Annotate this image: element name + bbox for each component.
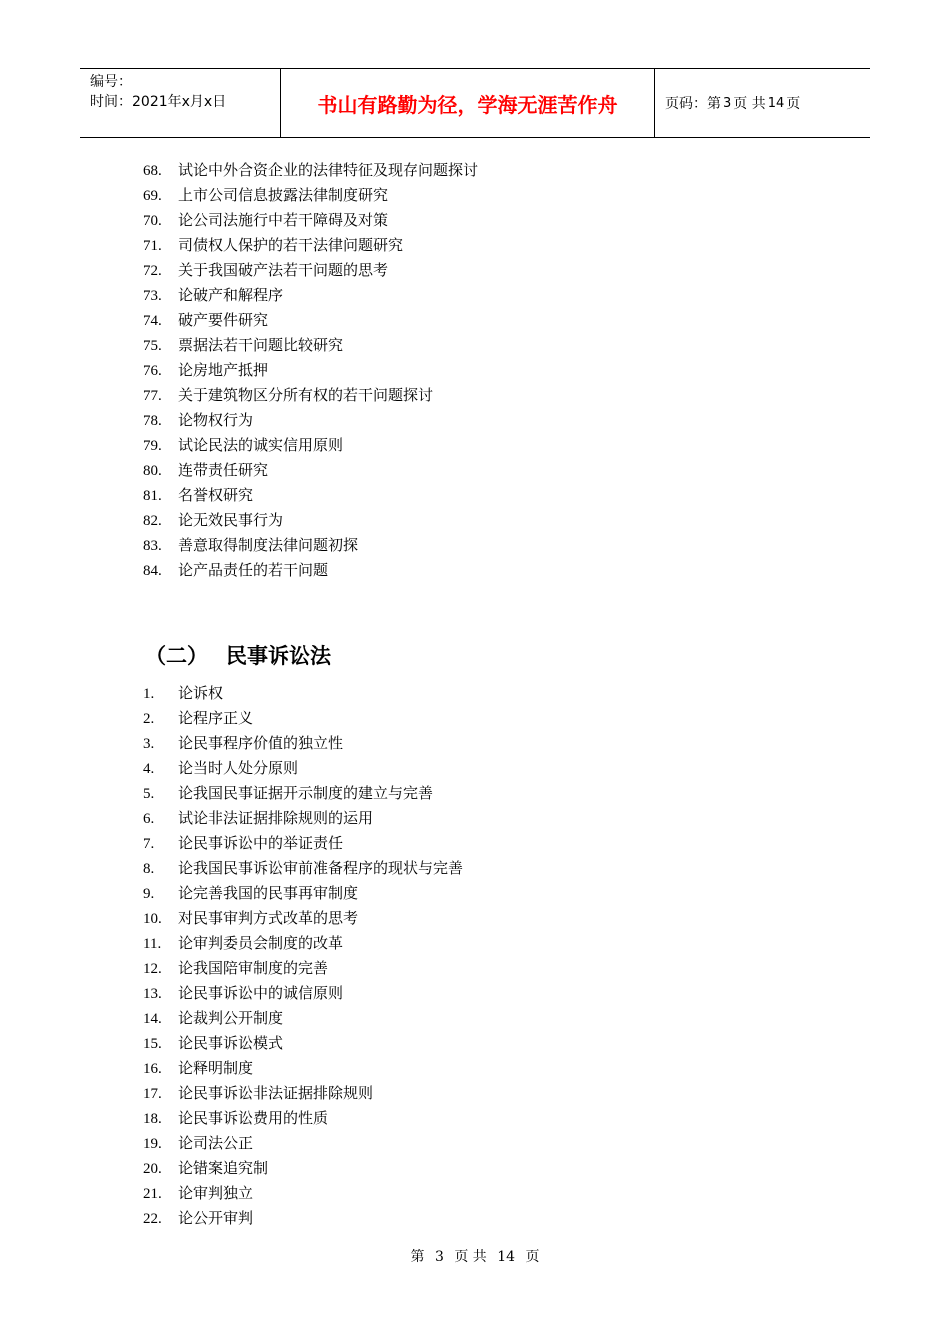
item-number: 8. <box>143 861 155 877</box>
item-text: 破产要件研究 <box>178 311 269 329</box>
number-label: 编号： <box>90 74 132 90</box>
item-number: 74. <box>143 313 162 329</box>
list-item <box>143 881 463 906</box>
item-text: 论错案追究制 <box>178 1159 269 1177</box>
item-text: 论诉权 <box>178 684 224 702</box>
list-item <box>143 1206 463 1231</box>
list-item <box>143 308 478 333</box>
item-text: 论破产和解程序 <box>178 286 284 304</box>
list-item <box>143 806 463 831</box>
list-item <box>143 508 478 533</box>
item-number: 77. <box>143 388 162 404</box>
item-number: 22. <box>143 1211 162 1227</box>
item-text: 论民事程序价值的独立性 <box>178 734 344 752</box>
list-item <box>143 283 478 308</box>
item-number: 80. <box>143 463 162 479</box>
item-text: 票据法若干问题比较研究 <box>178 336 344 354</box>
list-item <box>143 358 478 383</box>
item-number: 78. <box>143 413 162 429</box>
item-text: 论产品责任的若干问题 <box>178 561 329 579</box>
item-text: 论我国民事证据开示制度的建立与完善 <box>178 784 434 802</box>
list-item <box>143 533 478 558</box>
item-number: 70. <box>143 213 162 229</box>
list-item <box>143 906 463 931</box>
page-total: 14 <box>767 95 785 111</box>
item-text: 论释明制度 <box>178 1059 254 1077</box>
footer-mid: 页 共 <box>454 1249 487 1265</box>
item-number: 14. <box>143 1011 162 1027</box>
item-text: 论当时人处分原则 <box>178 759 299 777</box>
item-text: 论我国民事诉讼审前准备程序的现状与完善 <box>178 859 464 877</box>
item-text: 论民事诉讼费用的性质 <box>178 1109 329 1127</box>
footer-current: 3 <box>434 1249 444 1265</box>
item-text: 司债权人保护的若干法律问题研究 <box>178 236 404 254</box>
item-text: 论物权行为 <box>178 411 254 429</box>
list-item <box>143 458 478 483</box>
item-text: 关于建筑物区分所有权的若干问题探讨 <box>178 386 434 404</box>
list-item <box>143 731 463 756</box>
list-item <box>143 931 463 956</box>
item-number: 83. <box>143 538 162 554</box>
item-number: 12. <box>143 961 162 977</box>
item-text: 关于我国破产法若干问题的思考 <box>178 261 389 279</box>
item-number: 7. <box>143 836 155 852</box>
page-current: 3 <box>723 95 732 111</box>
page-header <box>80 68 870 138</box>
list-item <box>143 1031 463 1056</box>
footer-suffix: 页 <box>525 1249 540 1265</box>
list-item <box>143 1006 463 1031</box>
page-footer <box>0 1246 950 1266</box>
list-item <box>143 831 463 856</box>
list-item <box>143 756 463 781</box>
item-text: 论审判独立 <box>178 1184 254 1202</box>
list-item <box>143 483 478 508</box>
item-number: 19. <box>143 1136 162 1152</box>
list-item <box>143 781 463 806</box>
item-number: 9. <box>143 886 155 902</box>
list-item <box>143 433 478 458</box>
topic-list-continued <box>143 158 478 583</box>
item-text: 论完善我国的民事再审制度 <box>178 884 359 902</box>
item-text: 名誉权研究 <box>178 486 254 504</box>
item-number: 17. <box>143 1086 162 1102</box>
list-item <box>143 258 478 283</box>
item-number: 81. <box>143 488 162 504</box>
item-number: 75. <box>143 338 162 354</box>
list-item <box>143 706 463 731</box>
item-text: 论房地产抵押 <box>178 361 269 379</box>
list-item <box>143 1156 463 1181</box>
item-text: 论程序正义 <box>178 709 254 727</box>
item-text: 论民事诉讼模式 <box>178 1034 284 1052</box>
item-text: 对民事审判方式改革的思考 <box>178 909 359 927</box>
item-number: 82. <box>143 513 162 529</box>
item-number: 72. <box>143 263 162 279</box>
list-item <box>143 208 478 233</box>
header-info-cell <box>80 69 281 137</box>
item-text: 善意取得制度法律问题初探 <box>178 536 359 554</box>
list-item <box>143 158 478 183</box>
topic-list-civil-procedure <box>143 681 463 1231</box>
item-number: 69. <box>143 188 162 204</box>
item-text: 试论民法的诚实信用原则 <box>178 436 344 454</box>
list-item <box>143 1056 463 1081</box>
item-number: 11. <box>143 936 162 952</box>
footer-prefix: 第 <box>410 1249 425 1265</box>
section-heading <box>145 640 331 672</box>
list-item <box>143 383 478 408</box>
item-text: 论审判委员会制度的改革 <box>178 934 344 952</box>
section-title: 民事诉讼法 <box>226 643 331 668</box>
item-number: 15. <box>143 1036 162 1052</box>
list-item <box>143 1131 463 1156</box>
item-text: 论裁判公开制度 <box>178 1009 284 1027</box>
list-item <box>143 1106 463 1131</box>
list-item <box>143 1181 463 1206</box>
item-number: 4. <box>143 761 155 777</box>
item-number: 2. <box>143 711 155 727</box>
list-item <box>143 956 463 981</box>
page-suffix: 页 <box>786 96 801 112</box>
item-number: 71. <box>143 238 162 254</box>
list-item <box>143 183 478 208</box>
item-number: 18. <box>143 1111 162 1127</box>
list-item <box>143 856 463 881</box>
list-item <box>143 333 478 358</box>
list-item <box>143 233 478 258</box>
item-number: 73. <box>143 288 162 304</box>
item-text: 试论非法证据排除规则的运用 <box>178 809 374 827</box>
list-item <box>143 1081 463 1106</box>
section-number: （二） <box>145 643 208 668</box>
item-text: 论司法公正 <box>178 1134 254 1152</box>
item-text: 论无效民事行为 <box>178 511 284 529</box>
list-item <box>143 558 478 583</box>
item-number: 76. <box>143 363 162 379</box>
item-number: 13. <box>143 986 162 1002</box>
list-item <box>143 681 463 706</box>
item-number: 1. <box>143 686 155 702</box>
list-item <box>143 981 463 1006</box>
item-number: 6. <box>143 811 155 827</box>
item-number: 3. <box>143 736 155 752</box>
item-text: 论公开审判 <box>178 1209 254 1227</box>
item-text: 试论中外合资企业的法律特征及现存问题探讨 <box>178 161 479 179</box>
item-number: 16. <box>143 1061 162 1077</box>
item-text: 上市公司信息披露法律制度研究 <box>178 186 389 204</box>
time-label: 时间：2021年x月x日 <box>90 94 227 110</box>
page-mid: 页 共 <box>733 96 766 112</box>
item-number: 84. <box>143 563 162 579</box>
header-motto-cell <box>281 69 655 137</box>
item-text: 论民事诉讼非法证据排除规则 <box>178 1084 374 1102</box>
item-number: 68. <box>143 163 162 179</box>
item-number: 21. <box>143 1186 162 1202</box>
list-item <box>143 408 478 433</box>
item-text: 论公司法施行中若干障碍及对策 <box>178 211 389 229</box>
item-text: 论民事诉讼中的举证责任 <box>178 834 344 852</box>
footer-total: 14 <box>497 1249 516 1265</box>
motto: 书山有路勤为径，学海无涯苦作舟 <box>317 92 618 117</box>
item-text: 连带责任研究 <box>178 461 269 479</box>
item-number: 20. <box>143 1161 162 1177</box>
item-text: 论我国陪审制度的完善 <box>178 959 329 977</box>
item-number: 10. <box>143 911 162 927</box>
header-page-cell <box>655 69 870 137</box>
item-number: 5. <box>143 786 155 802</box>
page-prefix: 页码：第 <box>665 96 721 112</box>
item-number: 79. <box>143 438 162 454</box>
item-text: 论民事诉讼中的诚信原则 <box>178 984 344 1002</box>
